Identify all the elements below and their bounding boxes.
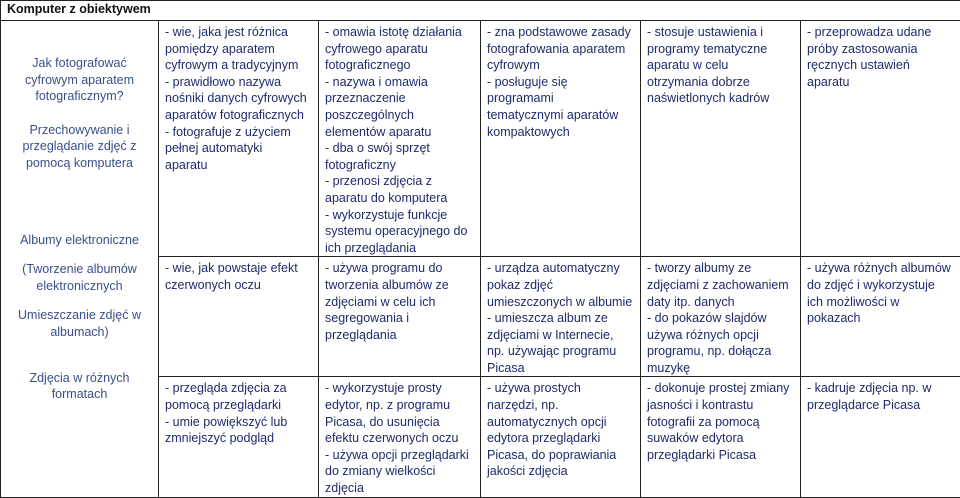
text-line: edytor, np. z programu [325,397,476,414]
text-line: - posługuje się [487,74,636,91]
text-line: używa różnych opcji [647,327,796,344]
text-line: zdjęciami w celu ich [325,294,476,311]
text-line: Umieszczanie zdjęć w [5,307,154,324]
text-line: jasności i kontrastu [647,397,796,414]
text-line: do zdjęć i wykorzystuje [807,277,956,294]
text-line: tematycznymi aparatów [487,107,636,124]
text-line: aparatu [807,74,956,91]
text-line: suwaków edytora [647,430,796,447]
text-line: nośniki danych cyfrowych [165,90,314,107]
text-line: muzykę [647,360,796,377]
text-line: - wykorzystuje funkcje [325,207,476,224]
text-line: automatycznych opcji [487,414,636,431]
text-line: elementów aparatu [325,124,476,141]
text-line: cyfrowego aparatu [325,41,476,58]
text-line: ich możliwości w [807,294,956,311]
text-line: ich przeglądania [325,240,476,257]
text-line: jakości zdjęcia [487,463,636,480]
text-line: pomocą przeglądarki [165,397,314,414]
cell-r1-c1 [159,21,319,257]
text-line: ręcznych ustawień [807,57,956,74]
text-line: - przegląda zdjęcia za [165,380,314,397]
text-line: Picasa, do poprawiania [487,447,636,464]
text-line: - kadruje zdjęcia np. w [807,380,956,397]
text-line: elektronicznych [5,278,154,295]
text-line: próby zastosowania [807,41,956,58]
text-line: albumach) [5,324,154,341]
text-line: - używa opcji przeglądarki [325,447,476,464]
text-line: pomiędzy aparatem [165,41,314,58]
text-line: aparatu do komputera [325,190,476,207]
text-line: systemu operacyjnego do [325,223,476,240]
text-line: - używa prostych [487,380,636,397]
text-line: Picasa, do usunięcia [325,414,476,431]
text-line: fotograficznego [325,57,476,74]
cell-r2-c5 [801,257,960,377]
text-line: zdjęciami w Internecie, [487,327,636,344]
cell-r2-c3 [481,257,641,377]
text-line: Przechowywanie i [5,122,154,139]
text-line: efektu czerwonych oczu [325,430,476,447]
text-line: kompaktowych [487,124,636,141]
text-line: fotograficznym? [5,88,154,105]
text-line: przeznaczenie [325,90,476,107]
cell-r1-c4 [641,21,801,257]
topic-album-placement [5,307,154,340]
text-line: czerwonych oczu [165,277,314,294]
text-line: przeglądanie zdjęć z [5,138,154,155]
text-line: Zdjęcia w różnych [5,370,154,387]
text-line: - omawia istotę działania [325,24,476,41]
text-line: zmniejszyć podgląd [165,430,314,447]
text-line: np. używając programu [487,343,636,360]
table-header [1,1,960,21]
text-line: - urządza automatyczny [487,260,636,277]
text-line: przeglądarki Picasa [647,447,796,464]
text-line: - zna podstawowe zasady [487,24,636,41]
text-line: - wie, jaka jest różnica [165,24,314,41]
text-line: programu, np. dołącza [647,343,796,360]
text-line: zdjęciami z zachowaniem [647,277,796,294]
text-line: aparatu [165,157,314,174]
text-line: - umie powiększyć lub [165,414,314,431]
text-line: - nazywa i omawia [325,74,476,91]
cell-r3-c5 [801,377,960,497]
text-line: cyfrowym a tradycyjnym [165,57,314,74]
text-line: (Tworzenie albumów [5,261,154,278]
text-line: - do pokazów slajdów [647,310,796,327]
text-line: fotografowania aparatem [487,41,636,58]
text-line: fotograficzny [325,157,476,174]
text-line: - tworzy albumy ze [647,260,796,277]
text-line: - przeprowadza udane [807,24,956,41]
text-line: pokaz zdjęć [487,277,636,294]
cell-r2-c4 [641,257,801,377]
text-line: - przenosi zdjęcia z [325,173,476,190]
text-line: do zmiany wielkości [325,463,476,480]
text-line: segregowania i [325,310,476,327]
text-line: umieszczonych w albumie [487,294,636,311]
text-line: - stosuje ustawienia i [647,24,796,41]
topic-photography [5,55,154,105]
text-line: edytora przeglądarki [487,430,636,447]
text-line: cyfrowym [487,57,636,74]
text-line: - wie, jak powstaje efekt [165,260,314,277]
text-line: - prawidłowo nazywa [165,74,314,91]
text-line: - używa programu do [325,260,476,277]
text-line: pomocą komputera [5,155,154,172]
cell-r3-c4 [641,377,801,497]
text-line: - dba o swój sprzęt [325,140,476,157]
text-line: aparatu w celu [647,57,796,74]
text-line: przeglądarce Picasa [807,397,956,414]
text-line: programy tematyczne [647,41,796,58]
cell-r2-c1 [159,257,319,377]
text-line: Jak fotografować [5,55,154,72]
topic-storage [5,122,154,172]
text-line: przeglądania [325,327,476,344]
cell-r1-c5 [801,21,960,257]
text-line: naświetlonych kadrów [647,90,796,107]
cell-r3-c2 [319,377,481,497]
table-title: Komputer z obiektywem [7,2,151,16]
text-line: programami [487,90,636,107]
topic-column [1,21,159,498]
text-line: - umieszcza album ze [487,310,636,327]
text-line: aparatów fotograficznych [165,107,314,124]
text-line: pokazach [807,310,956,327]
text-line: Albumy elektroniczne [5,232,154,249]
text-line: narzędzi, np. [487,397,636,414]
text-line: cyfrowym aparatem [5,72,154,89]
text-line: - wykorzystuje prosty [325,380,476,397]
topic-albums [5,232,154,249]
topic-formats [5,370,154,403]
cell-r1-c2 [319,21,481,257]
text-line: fotografii za pomocą [647,414,796,431]
cell-r3-c3 [481,377,641,497]
cell-r3-c1 [159,377,319,497]
text-line: poszczególnych [325,107,476,124]
topic-album-creation [5,261,154,294]
text-line: - fotografuje z użyciem [165,124,314,141]
text-line: - dokonuje prostej zmiany [647,380,796,397]
cell-r1-c3 [481,21,641,257]
text-line: Picasa [487,360,636,377]
text-line: zdjęcia [325,480,476,497]
text-line: pełnej automatyki [165,140,314,157]
text-line: - używa różnych albumów [807,260,956,277]
text-line: formatach [5,386,154,403]
text-line: tworzenia albumów ze [325,277,476,294]
text-line: daty itp. danych [647,294,796,311]
cell-r2-c2 [319,257,481,377]
text-line: otrzymania dobrze [647,74,796,91]
